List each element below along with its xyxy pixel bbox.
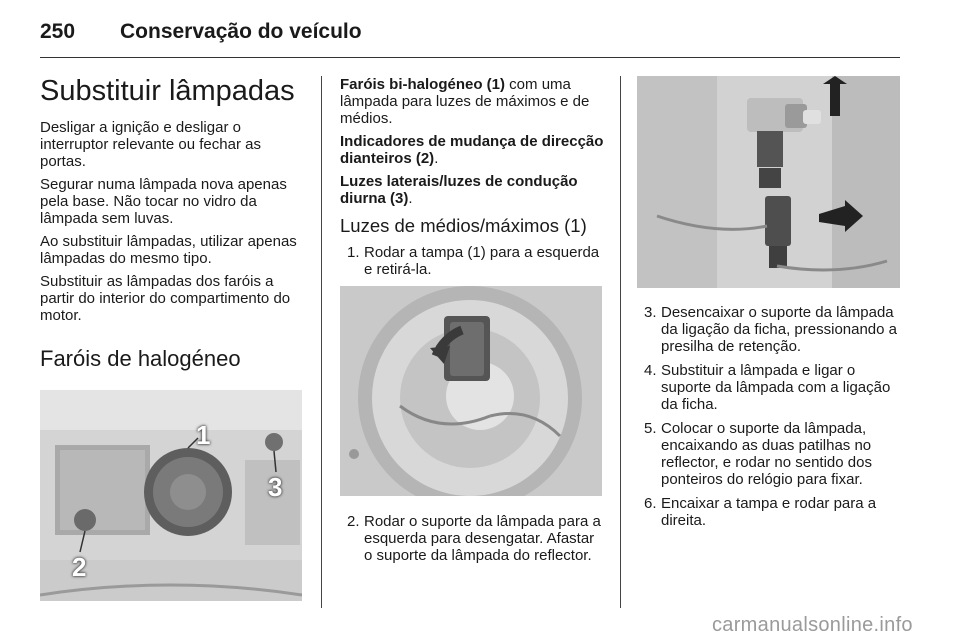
steps-list <box>637 304 900 529</box>
figure-label-1: 1 <box>196 420 211 450</box>
bulb-holder-photo <box>637 76 900 288</box>
section-title: Conservação do veículo <box>120 20 362 43</box>
step-1: 1. Rodar a tampa (1) para a esquerda e retirá-la. <box>347 244 600 278</box>
headlamp-photo <box>40 390 302 601</box>
page-header <box>40 14 900 52</box>
paragraph: Ao substituir lâmpadas, utilizar apenas lâmpadas do mesmo tipo. <box>40 233 297 267</box>
step-5: 5. Colocar o suporte da lâmpada, encaixando as duas patilhas no reflector, e rodar no sentido dos ponteiros do relógio para fixar. <box>644 420 872 488</box>
step-3: 3. Desencaixar o suporte da lâmpada da ligação da ficha, pressionando a presilha de retenção. <box>644 304 898 355</box>
column-3 <box>637 76 900 536</box>
bulb-item-1: Faróis bi-halogéneo (1) com uma lâmpada para luzes de máximos e de médios. <box>340 76 590 127</box>
column-2 <box>340 76 605 571</box>
subheading-halogen: Faróis de halogéneo <box>40 346 241 371</box>
step-4: 4. Substituir a lâmpada e ligar o suporte da lâmpada com a ligação da ficha. <box>644 362 891 413</box>
paragraph: Substituir as lâmpadas dos faróis a partir do interior do compartimento do motor. <box>40 273 291 324</box>
step-2: 2. Rodar o suporte da lâmpada para a esquerda para desengatar. Afastar o suporte da lâmpada do reflector. <box>347 513 601 564</box>
column-1 <box>40 76 306 601</box>
header-divider <box>40 57 900 58</box>
paragraph: Desligar a ignição e desligar o interruptor relevante ou fechar as portas. <box>40 119 261 170</box>
paragraph: Segurar numa lâmpada nova apenas pela base. Não tocar no vidro da lâmpada sem luvas. <box>40 176 287 227</box>
subheading-low-high-beam: Luzes de médios/máximos (1) <box>340 215 587 236</box>
page-number: 250 <box>40 20 76 43</box>
page-title: Substituir lâmpadas <box>40 75 295 107</box>
steps-list <box>340 513 605 564</box>
figure-label-3: 3 <box>268 472 283 502</box>
figure-label-2: 2 <box>72 552 87 582</box>
cover-removal-photo <box>340 286 602 496</box>
column-divider-2 <box>620 76 621 608</box>
steps-list <box>340 244 605 278</box>
column-divider-1 <box>321 76 322 608</box>
watermark: carmanualsonline.info <box>712 614 913 636</box>
bulb-item-3: Luzes laterais/luzes de condução diurna (3). <box>340 173 578 207</box>
step-6: 6. Encaixar a tampa e rodar para a direita. <box>644 495 877 529</box>
bulb-item-2: Indicadores de mudança de direcção dianteiros (2). <box>340 133 604 167</box>
